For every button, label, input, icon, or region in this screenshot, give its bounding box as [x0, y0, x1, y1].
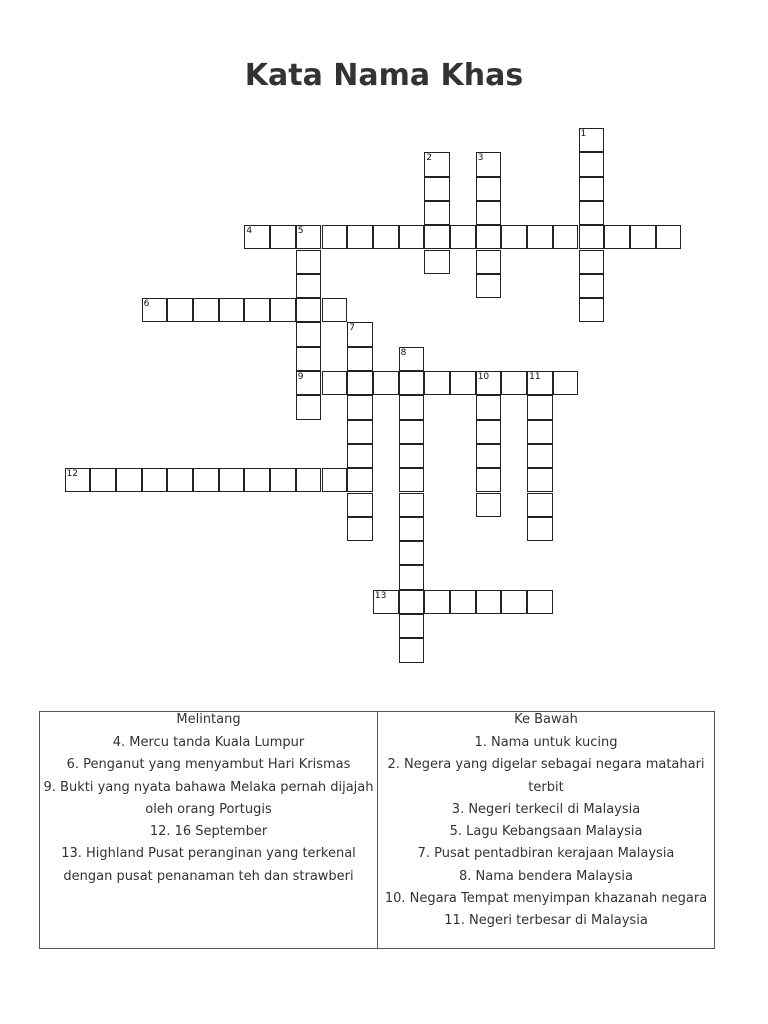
grid-cell: [399, 225, 425, 249]
clue-number: 13: [374, 590, 387, 601]
grid-cell: [399, 420, 425, 444]
grid-cell: [424, 177, 450, 201]
grid-cell: [296, 322, 322, 346]
grid-cell: [219, 298, 245, 322]
grid-cell: [501, 590, 527, 614]
across-clues-column: [40, 712, 377, 948]
grid-cell: [424, 225, 450, 249]
grid-cell: [373, 590, 399, 614]
across-clue: 9. Bukti yang nyata bahawa Melaka pernah dijajah oleh orang Portugis: [43, 779, 374, 817]
grid-cell: [347, 395, 373, 419]
clue-number: 7: [349, 323, 355, 334]
grid-cell: [527, 395, 553, 419]
grid-cell: [347, 371, 373, 395]
grid-cell: [476, 371, 502, 395]
clue-number: 8: [400, 347, 407, 358]
grid-cell: [450, 590, 476, 614]
page-title: Kata Nama Khas: [244, 58, 524, 93]
grid-cell: [579, 201, 605, 225]
grid-cell: [579, 298, 605, 322]
grid-cell: [604, 225, 630, 249]
grid-cell: [399, 638, 425, 662]
grid-cell: [476, 225, 502, 249]
grid-cell: [399, 395, 425, 419]
grid-cell: [270, 298, 296, 322]
grid-cell: [527, 371, 553, 395]
grid-cell: [450, 371, 476, 395]
grid-cell: [399, 590, 425, 614]
clue-number: 3: [477, 153, 484, 164]
grid-cell: [347, 444, 373, 468]
clue-number: 10: [477, 372, 490, 382]
grid-cell: [476, 177, 502, 201]
grid-cell: [399, 493, 425, 517]
grid-cell: [476, 274, 502, 298]
grid-cell: [553, 371, 579, 395]
grid-cell: [579, 152, 605, 176]
grid-cell: [296, 395, 322, 419]
grid-cell: [424, 250, 450, 274]
grid-cell: [527, 444, 553, 468]
down-clue: 5. Lagu Kebangsaan Malaysia: [449, 824, 643, 840]
grid-cell: [399, 347, 425, 371]
grid-cell: [424, 371, 450, 395]
clues-table: [39, 711, 715, 949]
grid-cell: [399, 517, 425, 541]
clue-number: 2: [426, 153, 433, 164]
grid-cell: [347, 420, 373, 444]
grid-cell: [476, 468, 502, 492]
grid-cell: [347, 347, 373, 371]
grid-cell: [527, 420, 553, 444]
grid-cell: [65, 468, 91, 492]
grid-cell: [142, 468, 168, 492]
grid-cell: [579, 250, 605, 274]
down-clue: 1. Nama untuk kucing: [474, 735, 618, 750]
down-clue: 11. Negeri terbesar di Malaysia: [444, 913, 648, 929]
grid-cell: [270, 225, 296, 249]
grid-cell: [476, 250, 502, 274]
across-clue: 6. Penganut yang menyambut Hari Krismas: [66, 757, 351, 773]
grid-cell: [347, 493, 373, 517]
grid-cell: [424, 590, 450, 614]
grid-cell: [90, 468, 116, 492]
grid-cell: [476, 420, 502, 444]
grid-cell: [527, 590, 553, 614]
grid-cell: [296, 250, 322, 274]
across-heading: Melintang: [176, 712, 241, 727]
grid-cell: [347, 322, 373, 346]
grid-cell: [322, 298, 348, 322]
grid-cell: [167, 468, 193, 492]
clue-number: 9: [297, 372, 304, 382]
down-clue: 8. Nama bendera Malaysia: [459, 868, 633, 884]
grid-cell: [347, 468, 373, 492]
grid-cell: [476, 493, 502, 517]
grid-cell: [527, 468, 553, 492]
grid-cell: [476, 590, 502, 614]
across-clue: 4. Mercu tanda Kuala Lumpur: [112, 735, 305, 750]
grid-cell: [270, 468, 296, 492]
grid-cell: [373, 371, 399, 395]
clue-number: 4: [246, 226, 253, 237]
clue-number: 6: [143, 299, 150, 310]
grid-cell: [399, 565, 425, 589]
clue-number: 1: [580, 129, 587, 139]
grid-cell: [296, 225, 322, 249]
grid-cell: [373, 225, 399, 249]
down-clue: 7. Pusat pentadbiran kerajaan Malaysia: [417, 846, 675, 862]
grid-cell: [322, 225, 348, 249]
clue-number: 11: [529, 372, 541, 382]
grid-cell: [244, 225, 270, 249]
grid-cell: [656, 225, 682, 249]
grid-cell: [142, 298, 168, 322]
grid-cell: [116, 468, 142, 492]
grid-cell: [347, 517, 373, 541]
grid-cell: [193, 468, 219, 492]
grid-cell: [296, 298, 322, 322]
down-clue: 3. Negeri terkecil di Malaysia: [451, 801, 641, 817]
across-clue: 13. Highland Pusat peranginan yang terkenal dengan pusat penanaman teh dan strawberi: [61, 846, 356, 884]
grid-cell: [579, 274, 605, 298]
down-clue: 2. Negera yang digelar sebagai negara matahari terbit: [387, 757, 705, 795]
grid-cell: [579, 128, 605, 152]
grid-cell: [476, 201, 502, 225]
grid-cell: [424, 201, 450, 225]
grid-cell: [296, 371, 322, 395]
grid-cell: [322, 371, 348, 395]
grid-cell: [476, 152, 502, 176]
grid-cell: [527, 517, 553, 541]
grid-cell: [424, 152, 450, 176]
grid-cell: [527, 225, 553, 249]
grid-cell: [501, 225, 527, 249]
grid-cell: [399, 444, 425, 468]
grid-cell: [399, 371, 425, 395]
grid-cell: [399, 541, 425, 565]
grid-cell: [630, 225, 656, 249]
down-heading: Ke Bawah: [514, 712, 578, 727]
grid-cell: [167, 298, 193, 322]
clue-number: 12: [66, 469, 78, 480]
grid-cell: [244, 298, 270, 322]
grid-cell: [579, 177, 605, 201]
across-clue: 12. 16 September: [149, 824, 268, 840]
grid-cell: [219, 468, 245, 492]
grid-cell: [244, 468, 270, 492]
grid-cell: [296, 347, 322, 371]
grid-cell: [193, 298, 219, 322]
grid-cell: [322, 468, 348, 492]
grid-cell: [296, 468, 322, 492]
grid-cell: [399, 614, 425, 638]
down-clues-column: [377, 712, 714, 948]
grid-cell: [347, 225, 373, 249]
down-clue: 10. Negara Tempat menyimpan khazanah negara: [384, 891, 708, 907]
grid-cell: [527, 493, 553, 517]
grid-cell: [501, 371, 527, 395]
grid-cell: [476, 395, 502, 419]
grid-cell: [296, 274, 322, 298]
grid-cell: [450, 225, 476, 249]
grid-cell: [579, 225, 605, 249]
clue-number: 5: [297, 226, 304, 237]
grid-cell: [476, 444, 502, 468]
grid-cell: [553, 225, 579, 249]
grid-cell: [399, 468, 425, 492]
